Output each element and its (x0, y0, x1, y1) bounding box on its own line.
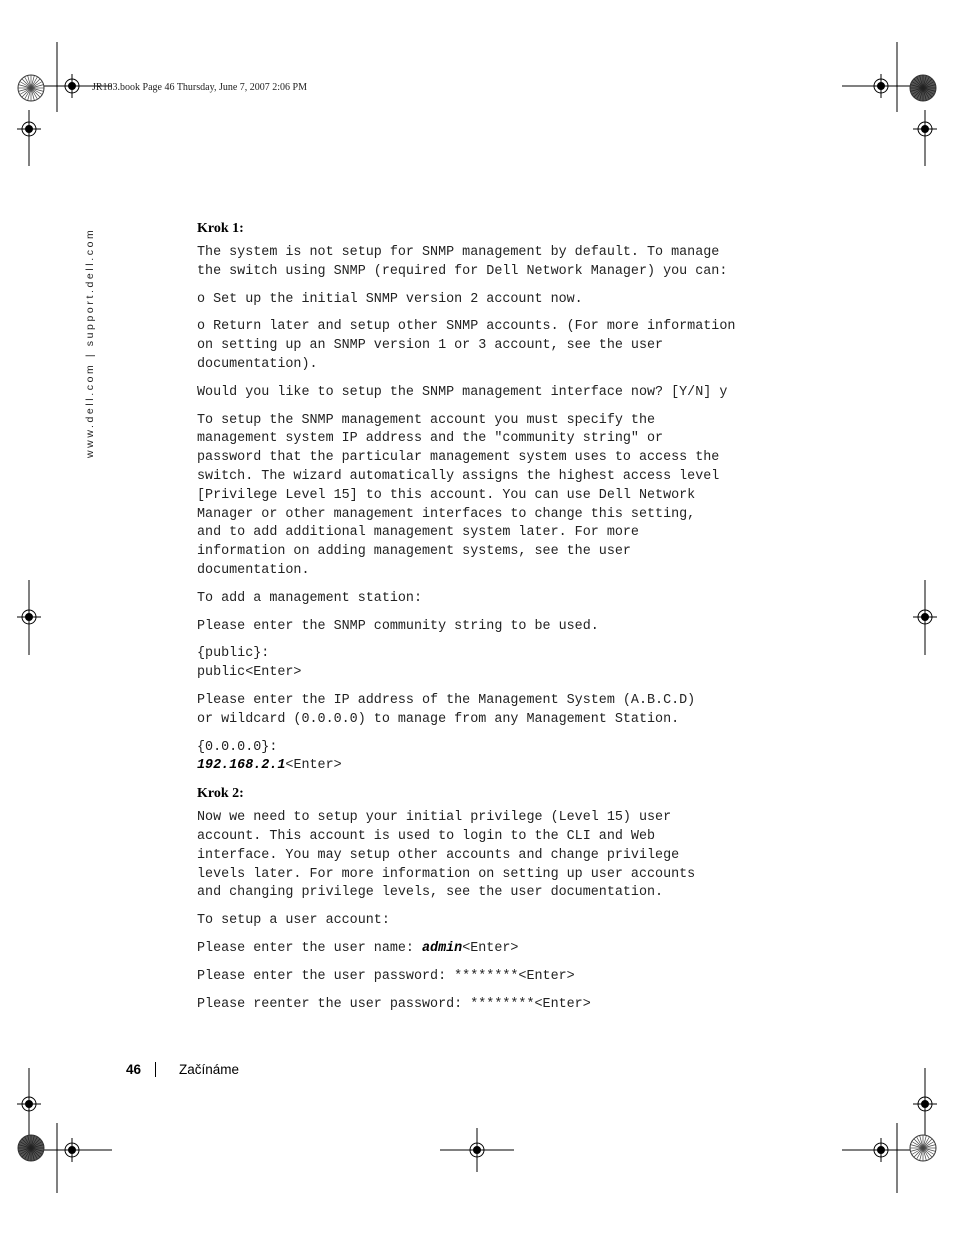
footer-separator (155, 1062, 156, 1077)
registration-crosshair-icon (17, 605, 41, 629)
registration-crosshair-icon (913, 605, 937, 629)
paragraph: Would you like to setup the SNMP management interface now? [Y/N] y (197, 384, 728, 400)
registration-crosshair-icon (17, 117, 41, 141)
paragraph: Please enter the IP address of the Management System (A.B.C.D) or wildcard (0.0.0.0) to manage from any Management Station. (197, 692, 696, 727)
username-value: admin (422, 940, 463, 956)
paragraph: Please enter the user password: ********<Enter> (197, 968, 575, 984)
paragraph: To setup a user account: (197, 913, 390, 929)
registration-starburst-icon (910, 1135, 936, 1161)
step-1-heading: Krok 1: (197, 221, 244, 236)
registration-crosshair-icon (465, 1138, 489, 1162)
step-2-heading: Krok 2: (197, 786, 244, 802)
registration-crosshair-icon (869, 1138, 893, 1162)
ip-value: 192.168.2.1 (197, 758, 286, 774)
print-header: JR183.book Page 46 Thursday, June 7, 2007 2:06 PM (92, 82, 307, 93)
registration-crosshair-icon (869, 74, 893, 98)
chapter-title: Začínáme (179, 1062, 240, 1077)
paragraph: Please reenter the user password: ********<Enter> (197, 996, 591, 1012)
paragraph: o Return later and setup other SNMP accounts. (For more information on setting up an SNMP version 1 or 3 account, see the user documentation). (197, 319, 736, 372)
registration-crosshair-icon (913, 1092, 937, 1116)
paragraph: Now we need to setup your initial privilege (Level 15) user account. This account is used to login to the CLI and Web interface. You may setup other accounts and change privilege levels later. For more information on setting up user accounts and changing privilege levels, see the user documentation. (197, 810, 696, 901)
side-url: www.dell.com | support.dell.com (84, 227, 96, 458)
paragraph: o Set up the initial SNMP version 2 account now. (197, 291, 583, 307)
paragraph: The system is not setup for SNMP management by default. To manage the switch using SNMP (required for Dell Network Manager) you can: (197, 245, 728, 279)
enter-key: <Enter> (462, 940, 519, 956)
registration-starburst-icon (18, 1135, 44, 1161)
paragraph: To setup the SNMP management account you must specify the management system IP address and the "community string" or password that the particular management system uses to access the switch. The wizard automatically assigns the highest access level [Privilege Level 15] to this account. You can use Dell Network Manager or other management interfaces to change this setting, and to add additional management system later. For more information on adding management systems, see the user documentation. (197, 412, 720, 578)
username-entry (197, 940, 837, 959)
ip-prompt: {0.0.0.0}: (197, 739, 278, 755)
paragraph: To add a management station: (197, 590, 422, 606)
registration-crosshair-icon (913, 117, 937, 141)
registration-starburst-icon (18, 75, 44, 101)
paragraph: Please enter the SNMP community string to be used. (197, 618, 599, 634)
ip-entry (197, 739, 837, 777)
registration-crosshair-icon (17, 1092, 41, 1116)
page-content (197, 220, 837, 1023)
registration-crosshair-icon (60, 74, 84, 98)
paragraph: {public}: public<Enter> (197, 646, 302, 681)
username-prompt: Please enter the user name: (197, 940, 422, 956)
registration-crosshair-icon (60, 1138, 84, 1162)
page-number: 46 (126, 1062, 142, 1077)
registration-starburst-icon (910, 75, 936, 101)
enter-key: <Enter> (285, 758, 342, 774)
